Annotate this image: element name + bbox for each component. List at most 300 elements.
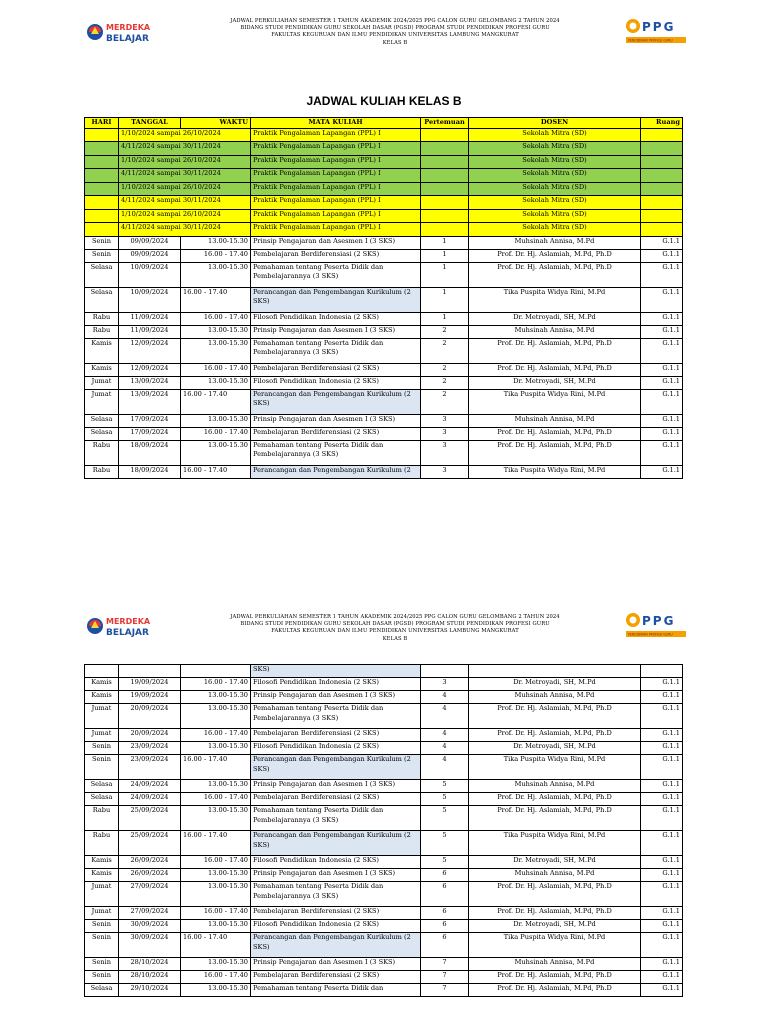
cell-dosen: Dr. Metroyadi, SH, M.Pd bbox=[469, 742, 641, 755]
table-row bbox=[85, 869, 683, 882]
cell-mata-kuliah: Pemahaman tentang Peserta Didik dan Pembelajarannya (3 SKS) bbox=[251, 262, 421, 287]
cell-tanggal: 11/09/2024 bbox=[119, 325, 181, 338]
cell-ruang: G.1.1 bbox=[641, 691, 683, 704]
table-row bbox=[85, 958, 683, 971]
table-row bbox=[85, 755, 683, 780]
cell-waktu: 16.00 - 17.40 bbox=[181, 678, 251, 691]
cell-dosen: Tika Puspita Widya Rini, M.Pd bbox=[469, 287, 641, 312]
cell-pertemuan: 6 bbox=[421, 869, 469, 882]
cell-hari: Senin bbox=[85, 933, 119, 958]
cell-dosen: Prof. Dr. Hj. Aslamiah, M.Pd, Ph.D bbox=[469, 440, 641, 465]
cell-tanggal bbox=[119, 665, 181, 678]
cell-mata-kuliah: Prinsip Pengajaran dan Asesmen I (3 SKS) bbox=[251, 780, 421, 793]
svg-text:PENDIDIKAN PROFESI GURU: PENDIDIKAN PROFESI GURU bbox=[628, 38, 673, 43]
cell-waktu: 16.00 - 17.40 bbox=[181, 312, 251, 325]
cell-mata-kuliah: Filosofi Pendidikan Indonesia (2 SKS) bbox=[251, 742, 421, 755]
cell-hari: Jumat bbox=[85, 882, 119, 907]
column-header: HARI bbox=[85, 118, 119, 129]
cell-waktu: 16.00 - 17.40 bbox=[181, 831, 251, 856]
column-header: WAKTU bbox=[181, 118, 251, 129]
cell-waktu: 13.00-15.30 bbox=[181, 338, 251, 363]
header-line: KELAS B bbox=[382, 635, 408, 642]
cell-dosen: Prof. Dr. Hj. Aslamiah, M.Pd, Ph.D bbox=[469, 793, 641, 806]
schedule-table-continued bbox=[84, 664, 683, 997]
cell-tanggal: 28/10/2024 bbox=[119, 971, 181, 984]
cell-ruang: G.1.1 bbox=[641, 869, 683, 882]
table-row bbox=[85, 704, 683, 729]
cell-tanggal: 10/09/2024 bbox=[119, 262, 181, 287]
cell-tanggal: 29/10/2024 bbox=[119, 984, 181, 997]
cell-dosen: Prof. Dr. Hj. Aslamiah, M.Pd, Ph.D bbox=[469, 907, 641, 920]
cell-ruang: G.1.1 bbox=[641, 427, 683, 440]
page-title: JADWAL KULIAH KELAS B bbox=[306, 94, 462, 108]
cell-mata-kuliah: Pemahaman tentang Peserta Didik dan Pembelajarannya (3 SKS) bbox=[251, 806, 421, 831]
cell-tanggal: 10/09/2024 bbox=[119, 287, 181, 312]
cell-tanggal: 23/09/2024 bbox=[119, 742, 181, 755]
cell-ruang: G.1.1 bbox=[641, 729, 683, 742]
cell-pertemuan bbox=[421, 169, 469, 183]
cell-mata-kuliah: Pembelajaran Berdiferensiasi (2 SKS) bbox=[251, 793, 421, 806]
column-header: TANGGAL bbox=[119, 118, 181, 129]
document-page-2 bbox=[0, 590, 768, 1024]
cell-mata-kuliah: Filosofi Pendidikan Indonesia (2 SKS) bbox=[251, 312, 421, 325]
cell-pertemuan: 5 bbox=[421, 856, 469, 869]
cell-ruang bbox=[641, 128, 683, 142]
cell-hari bbox=[85, 128, 119, 142]
cell-dosen: Prof. Dr. Hj. Aslamiah, M.Pd, Ph.D bbox=[469, 984, 641, 997]
cell-ruang: G.1.1 bbox=[641, 236, 683, 249]
cell-pertemuan bbox=[421, 128, 469, 142]
cell-mata-kuliah: Pemahaman tentang Peserta Didik dan Pembelajarannya (3 SKS) bbox=[251, 440, 421, 465]
table-row bbox=[85, 793, 683, 806]
cell-waktu: 16.00 - 17.40 bbox=[181, 249, 251, 262]
cell-pertemuan: 3 bbox=[421, 440, 469, 465]
table-row bbox=[85, 325, 683, 338]
cell-mata-kuliah: Pembelajaran Berdiferensiasi (2 SKS) bbox=[251, 907, 421, 920]
cell-dosen: Prof. Dr. Hj. Aslamiah, M.Pd, Ph.D bbox=[469, 729, 641, 742]
cell-waktu: 16.00 - 17.40 bbox=[181, 856, 251, 869]
cell-pertemuan bbox=[421, 209, 469, 223]
cell-mata-kuliah: Filosofi Pendidikan Indonesia (2 SKS) bbox=[251, 920, 421, 933]
cell-mata-kuliah: Praktik Pengalaman Lapangan (PPL) I bbox=[251, 209, 421, 223]
cell-tanggal: 25/09/2024 bbox=[119, 831, 181, 856]
cell-tanggal: 09/09/2024 bbox=[119, 236, 181, 249]
cell-mata-kuliah: Praktik Pengalaman Lapangan (PPL) I bbox=[251, 223, 421, 237]
cell-pertemuan: 5 bbox=[421, 806, 469, 831]
cell-pertemuan: 5 bbox=[421, 793, 469, 806]
cell-pertemuan: 2 bbox=[421, 325, 469, 338]
cell-pertemuan: 1 bbox=[421, 262, 469, 287]
cell-ruang: G.1.1 bbox=[641, 389, 683, 414]
cell-tanggal: 30/09/2024 bbox=[119, 933, 181, 958]
cell-mata-kuliah: Praktik Pengalaman Lapangan (PPL) I bbox=[251, 142, 421, 156]
table-row bbox=[85, 691, 683, 704]
cell-dosen: Prof. Dr. Hj. Aslamiah, M.Pd, Ph.D bbox=[469, 704, 641, 729]
cell-waktu: 16.00 - 17.40 bbox=[181, 793, 251, 806]
cell-tanggal: 4/11/2024 sampai 30/11/2024 bbox=[119, 223, 251, 237]
cell-tanggal: 28/10/2024 bbox=[119, 958, 181, 971]
cell-ruang: G.1.1 bbox=[641, 780, 683, 793]
table-row bbox=[85, 363, 683, 376]
cell-pertemuan: 5 bbox=[421, 780, 469, 793]
cell-waktu: 16.00 - 17.40 bbox=[181, 465, 251, 478]
cell-tanggal: 1/10/2024 sampai 26/10/2024 bbox=[119, 182, 251, 196]
cell-hari: Senin bbox=[85, 958, 119, 971]
cell-hari: Selasa bbox=[85, 414, 119, 427]
cell-ruang bbox=[641, 223, 683, 237]
cell-tanggal: 1/10/2024 sampai 26/10/2024 bbox=[119, 155, 251, 169]
cell-mata-kuliah: Pembelajaran Berdiferensiasi (2 SKS) bbox=[251, 971, 421, 984]
cell-pertemuan bbox=[421, 182, 469, 196]
cell-hari: Selasa bbox=[85, 793, 119, 806]
cell-ruang: G.1.1 bbox=[641, 363, 683, 376]
cell-mata-kuliah: Praktik Pengalaman Lapangan (PPL) I bbox=[251, 182, 421, 196]
table-row-ppl bbox=[85, 142, 683, 156]
cell-hari: Selasa bbox=[85, 287, 119, 312]
cell-mata-kuliah: SKS) bbox=[251, 665, 421, 678]
cell-dosen: Tika Puspita Widya Rini, M.Pd bbox=[469, 933, 641, 958]
cell-tanggal: 20/09/2024 bbox=[119, 729, 181, 742]
cell-tanggal: 17/09/2024 bbox=[119, 414, 181, 427]
cell-ruang: G.1.1 bbox=[641, 465, 683, 478]
svg-text:BELAJAR: BELAJAR bbox=[106, 628, 149, 638]
cell-hari: Senin bbox=[85, 236, 119, 249]
table-row bbox=[85, 389, 683, 414]
cell-waktu: 13.00-15.30 bbox=[181, 440, 251, 465]
column-header: Ruang bbox=[641, 118, 683, 129]
cell-pertemuan: 6 bbox=[421, 907, 469, 920]
cell-hari bbox=[85, 155, 119, 169]
cell-dosen: Sekolah Mitra (SD) bbox=[469, 128, 641, 142]
table-row bbox=[85, 971, 683, 984]
cell-mata-kuliah: Praktik Pengalaman Lapangan (PPL) I bbox=[251, 155, 421, 169]
table-row bbox=[85, 933, 683, 958]
svg-text:MERDEKA: MERDEKA bbox=[106, 23, 150, 32]
cell-ruang: G.1.1 bbox=[641, 704, 683, 729]
cell-ruang bbox=[641, 665, 683, 678]
cell-pertemuan: 2 bbox=[421, 376, 469, 389]
table-row bbox=[85, 414, 683, 427]
cell-hari: Kamis bbox=[85, 691, 119, 704]
merdeka-belajar-logo bbox=[86, 18, 150, 46]
cell-ruang: G.1.1 bbox=[641, 793, 683, 806]
cell-tanggal: 26/09/2024 bbox=[119, 856, 181, 869]
table-row bbox=[85, 376, 683, 389]
table-row bbox=[85, 984, 683, 997]
cell-ruang: G.1.1 bbox=[641, 376, 683, 389]
cell-waktu: 13.00-15.30 bbox=[181, 236, 251, 249]
cell-waktu: 16.00 - 17.40 bbox=[181, 287, 251, 312]
cell-hari: Jumat bbox=[85, 389, 119, 414]
cell-hari: Senin bbox=[85, 742, 119, 755]
cell-mata-kuliah: Pemahaman tentang Peserta Didik dan bbox=[251, 984, 421, 997]
cell-mata-kuliah: Prinsip Pengajaran dan Asesmen I (3 SKS) bbox=[251, 325, 421, 338]
table-row bbox=[85, 236, 683, 249]
cell-mata-kuliah: Perancangan dan Pengembangan Kurikulum (2 SKS) bbox=[251, 755, 421, 780]
table-row bbox=[85, 465, 683, 478]
cell-hari: Senin bbox=[85, 971, 119, 984]
cell-dosen: Dr. Metroyadi, SH, M.Pd bbox=[469, 376, 641, 389]
table-row bbox=[85, 882, 683, 907]
table-row-ppl bbox=[85, 209, 683, 223]
table-header-row bbox=[85, 118, 683, 129]
cell-mata-kuliah: Perancangan dan Pengembangan Kurikulum (2 bbox=[251, 465, 421, 478]
cell-dosen: Muhsinah Annisa, M.Pd bbox=[469, 691, 641, 704]
cell-waktu: 13.00-15.30 bbox=[181, 414, 251, 427]
cell-tanggal: 11/09/2024 bbox=[119, 312, 181, 325]
cell-mata-kuliah: Pemahaman tentang Peserta Didik dan Pembelajarannya (3 SKS) bbox=[251, 704, 421, 729]
cell-tanggal: 13/09/2024 bbox=[119, 376, 181, 389]
table-row bbox=[85, 856, 683, 869]
cell-ruang: G.1.1 bbox=[641, 678, 683, 691]
cell-hari bbox=[85, 223, 119, 237]
cell-pertemuan: 1 bbox=[421, 312, 469, 325]
cell-waktu: 13.00-15.30 bbox=[181, 704, 251, 729]
cell-tanggal: 09/09/2024 bbox=[119, 249, 181, 262]
svg-text:PPG: PPG bbox=[642, 20, 676, 34]
cell-dosen: Sekolah Mitra (SD) bbox=[469, 223, 641, 237]
cell-ruang: G.1.1 bbox=[641, 755, 683, 780]
cell-mata-kuliah: Pembelajaran Berdiferensiasi (2 SKS) bbox=[251, 363, 421, 376]
svg-text:PPG: PPG bbox=[642, 614, 676, 628]
cell-pertemuan: 3 bbox=[421, 678, 469, 691]
cell-ruang: G.1.1 bbox=[641, 249, 683, 262]
cell-hari: Senin bbox=[85, 249, 119, 262]
cell-dosen: Sekolah Mitra (SD) bbox=[469, 182, 641, 196]
cell-tanggal: 23/09/2024 bbox=[119, 755, 181, 780]
cell-pertemuan: 7 bbox=[421, 958, 469, 971]
cell-waktu: 16.00 - 17.40 bbox=[181, 971, 251, 984]
cell-mata-kuliah: Perancangan dan Pengembangan Kurikulum (2 SKS) bbox=[251, 831, 421, 856]
cell-mata-kuliah: Prinsip Pengajaran dan Asesmen I (3 SKS) bbox=[251, 958, 421, 971]
document-header bbox=[200, 18, 590, 47]
cell-tanggal: 26/09/2024 bbox=[119, 869, 181, 882]
header-line: JADWAL PERKULIAHAN SEMESTER 1 TAHUN AKADEMIK 2024/2025 PPG CALON GURU GELOMBANG 2 TAHUN 2024 bbox=[230, 614, 560, 620]
cell-ruang: G.1.1 bbox=[641, 907, 683, 920]
cell-ruang: G.1.1 bbox=[641, 831, 683, 856]
table-row bbox=[85, 665, 683, 678]
cell-mata-kuliah: Pembelajaran Berdiferensiasi (2 SKS) bbox=[251, 427, 421, 440]
cell-hari: Kamis bbox=[85, 338, 119, 363]
cell-waktu: 13.00-15.30 bbox=[181, 882, 251, 907]
cell-waktu bbox=[181, 665, 251, 678]
cell-dosen: Prof. Dr. Hj. Aslamiah, M.Pd, Ph.D bbox=[469, 338, 641, 363]
cell-waktu: 13.00-15.30 bbox=[181, 920, 251, 933]
cell-pertemuan: 4 bbox=[421, 691, 469, 704]
cell-dosen: Tika Puspita Widya Rini, M.Pd bbox=[469, 755, 641, 780]
cell-waktu: 13.00-15.30 bbox=[181, 780, 251, 793]
cell-dosen: Muhsinah Annisa, M.Pd bbox=[469, 780, 641, 793]
table-row-ppl bbox=[85, 182, 683, 196]
cell-waktu: 13.00-15.30 bbox=[181, 984, 251, 997]
cell-dosen: Dr. Metroyadi, SH, M.Pd bbox=[469, 856, 641, 869]
cell-mata-kuliah: Perancangan dan Pengembangan Kurikulum (2 SKS) bbox=[251, 287, 421, 312]
cell-ruang: G.1.1 bbox=[641, 958, 683, 971]
column-header: DOSEN bbox=[469, 118, 641, 129]
cell-ruang: G.1.1 bbox=[641, 312, 683, 325]
cell-hari bbox=[85, 196, 119, 210]
cell-ruang: G.1.1 bbox=[641, 971, 683, 984]
table-row bbox=[85, 440, 683, 465]
table-row bbox=[85, 427, 683, 440]
table-row bbox=[85, 920, 683, 933]
cell-waktu: 16.00 - 17.40 bbox=[181, 389, 251, 414]
cell-pertemuan: 5 bbox=[421, 831, 469, 856]
cell-dosen: Dr. Metroyadi, SH, M.Pd bbox=[469, 312, 641, 325]
cell-pertemuan: 1 bbox=[421, 287, 469, 312]
header-line: FAKULTAS KEGURUAN DAN ILMU PENDIDIKAN UNIVERSITAS LAMBUNG MANGKURAT bbox=[271, 32, 519, 39]
cell-waktu: 16.00 - 17.40 bbox=[181, 363, 251, 376]
cell-ruang: G.1.1 bbox=[641, 933, 683, 958]
cell-mata-kuliah: Prinsip Pengajaran dan Asesmen I (3 SKS) bbox=[251, 414, 421, 427]
cell-dosen: Muhsinah Annisa, M.Pd bbox=[469, 414, 641, 427]
cell-mata-kuliah: Filosofi Pendidikan Indonesia (2 SKS) bbox=[251, 856, 421, 869]
cell-pertemuan: 7 bbox=[421, 971, 469, 984]
svg-text:MERDEKA: MERDEKA bbox=[106, 617, 150, 626]
cell-tanggal: 12/09/2024 bbox=[119, 363, 181, 376]
cell-hari: Jumat bbox=[85, 907, 119, 920]
schedule-table bbox=[84, 117, 683, 479]
header-line: BIDANG STUDI PENDIDIKAN GURU SEKOLAH DASAR (PGSD) PROGRAM STUDI PENDIDIKAN PROFESI GURU bbox=[240, 621, 550, 628]
table-row bbox=[85, 262, 683, 287]
cell-waktu: 13.00-15.30 bbox=[181, 691, 251, 704]
cell-tanggal: 1/10/2024 sampai 26/10/2024 bbox=[119, 128, 251, 142]
cell-pertemuan: 1 bbox=[421, 249, 469, 262]
cell-dosen: Prof. Dr. Hj. Aslamiah, M.Pd, Ph.D bbox=[469, 971, 641, 984]
cell-ruang bbox=[641, 209, 683, 223]
cell-hari bbox=[85, 142, 119, 156]
cell-hari: Selasa bbox=[85, 262, 119, 287]
cell-hari: Rabu bbox=[85, 465, 119, 478]
table-row-ppl bbox=[85, 169, 683, 183]
header-line: BIDANG STUDI PENDIDIKAN GURU SEKOLAH DASAR (PGSD) PROGRAM STUDI PENDIDIKAN PROFESI GURU bbox=[240, 25, 550, 32]
table-row-ppl bbox=[85, 223, 683, 237]
cell-ruang: G.1.1 bbox=[641, 287, 683, 312]
table-row bbox=[85, 287, 683, 312]
cell-ruang: G.1.1 bbox=[641, 984, 683, 997]
cell-dosen: Muhsinah Annisa, M.Pd bbox=[469, 869, 641, 882]
cell-mata-kuliah: Filosofi Pendidikan Indonesia (2 SKS) bbox=[251, 678, 421, 691]
cell-hari: Jumat bbox=[85, 704, 119, 729]
cell-waktu: 16.00 - 17.40 bbox=[181, 427, 251, 440]
cell-pertemuan: 6 bbox=[421, 882, 469, 907]
cell-waktu: 13.00-15.30 bbox=[181, 958, 251, 971]
cell-tanggal: 4/11/2024 sampai 30/11/2024 bbox=[119, 142, 251, 156]
cell-ruang: G.1.1 bbox=[641, 882, 683, 907]
cell-hari bbox=[85, 169, 119, 183]
cell-dosen: Dr. Metroyadi, SH, M.Pd bbox=[469, 678, 641, 691]
cell-mata-kuliah: Filosofi Pendidikan Indonesia (2 SKS) bbox=[251, 376, 421, 389]
cell-ruang: G.1.1 bbox=[641, 806, 683, 831]
header-line: JADWAL PERKULIAHAN SEMESTER 1 TAHUN AKADEMIK 2024/2025 PPG CALON GURU GELOMBANG 2 TAHUN 2024 bbox=[230, 18, 560, 24]
cell-pertemuan: 3 bbox=[421, 427, 469, 440]
cell-dosen: Sekolah Mitra (SD) bbox=[469, 169, 641, 183]
table-row-ppl bbox=[85, 196, 683, 210]
cell-waktu: 16.00 - 17.40 bbox=[181, 729, 251, 742]
cell-tanggal: 24/09/2024 bbox=[119, 793, 181, 806]
cell-dosen: Prof. Dr. Hj. Aslamiah, M.Pd, Ph.D bbox=[469, 363, 641, 376]
cell-hari: Senin bbox=[85, 755, 119, 780]
cell-hari: Rabu bbox=[85, 325, 119, 338]
cell-pertemuan: 2 bbox=[421, 389, 469, 414]
cell-dosen: Prof. Dr. Hj. Aslamiah, M.Pd, Ph.D bbox=[469, 806, 641, 831]
cell-tanggal: 30/09/2024 bbox=[119, 920, 181, 933]
cell-hari: Selasa bbox=[85, 984, 119, 997]
cell-hari: Rabu bbox=[85, 831, 119, 856]
svg-text:BELAJAR: BELAJAR bbox=[106, 34, 149, 44]
cell-dosen: Tika Puspita Widya Rini, M.Pd bbox=[469, 389, 641, 414]
cell-tanggal: 4/11/2024 sampai 30/11/2024 bbox=[119, 196, 251, 210]
cell-mata-kuliah: Pembelajaran Berdiferensiasi (2 SKS) bbox=[251, 729, 421, 742]
cell-mata-kuliah: Perancangan dan Pengembangan Kurikulum (2 SKS) bbox=[251, 389, 421, 414]
cell-dosen: Muhsinah Annisa, M.Pd bbox=[469, 958, 641, 971]
cell-hari: Jumat bbox=[85, 729, 119, 742]
cell-ruang: G.1.1 bbox=[641, 414, 683, 427]
cell-tanggal: 19/09/2024 bbox=[119, 678, 181, 691]
cell-mata-kuliah: Pemahaman tentang Peserta Didik dan Pembelajarannya (3 SKS) bbox=[251, 882, 421, 907]
cell-ruang: G.1.1 bbox=[641, 325, 683, 338]
column-header: MATA KULIAH bbox=[251, 118, 421, 129]
ppg-logo bbox=[624, 608, 688, 640]
cell-ruang bbox=[641, 169, 683, 183]
cell-pertemuan: 1 bbox=[421, 236, 469, 249]
cell-pertemuan: 4 bbox=[421, 704, 469, 729]
cell-hari: Selasa bbox=[85, 427, 119, 440]
cell-mata-kuliah: Prinsip Pengajaran dan Asesmen I (3 SKS) bbox=[251, 236, 421, 249]
cell-ruang: G.1.1 bbox=[641, 856, 683, 869]
cell-tanggal: 4/11/2024 sampai 30/11/2024 bbox=[119, 169, 251, 183]
cell-hari: Rabu bbox=[85, 440, 119, 465]
header-line: FAKULTAS KEGURUAN DAN ILMU PENDIDIKAN UNIVERSITAS LAMBUNG MANGKURAT bbox=[271, 628, 519, 635]
cell-tanggal: 27/09/2024 bbox=[119, 907, 181, 920]
cell-dosen: Tika Puspita Widya Rini, M.Pd bbox=[469, 831, 641, 856]
cell-waktu: 13.00-15.30 bbox=[181, 325, 251, 338]
cell-hari: Rabu bbox=[85, 312, 119, 325]
cell-dosen: Sekolah Mitra (SD) bbox=[469, 209, 641, 223]
cell-ruang bbox=[641, 155, 683, 169]
cell-dosen bbox=[469, 665, 641, 678]
cell-dosen: Prof. Dr. Hj. Aslamiah, M.Pd, Ph.D bbox=[469, 249, 641, 262]
cell-ruang: G.1.1 bbox=[641, 262, 683, 287]
cell-pertemuan: 4 bbox=[421, 755, 469, 780]
cell-dosen: Muhsinah Annisa, M.Pd bbox=[469, 325, 641, 338]
table-row bbox=[85, 907, 683, 920]
cell-mata-kuliah: Prinsip Pengajaran dan Asesmen I (3 SKS) bbox=[251, 869, 421, 882]
cell-tanggal: 27/09/2024 bbox=[119, 882, 181, 907]
table-row bbox=[85, 729, 683, 742]
cell-ruang: G.1.1 bbox=[641, 742, 683, 755]
cell-dosen: Prof. Dr. Hj. Aslamiah, M.Pd, Ph.D bbox=[469, 427, 641, 440]
document-header bbox=[200, 614, 590, 643]
cell-dosen: Prof. Dr. Hj. Aslamiah, M.Pd, Ph.D bbox=[469, 262, 641, 287]
cell-waktu: 16.00 - 17.40 bbox=[181, 933, 251, 958]
cell-waktu: 13.00-15.30 bbox=[181, 262, 251, 287]
cell-waktu: 13.00-15.30 bbox=[181, 376, 251, 389]
cell-pertemuan bbox=[421, 142, 469, 156]
cell-waktu: 13.00-15.30 bbox=[181, 806, 251, 831]
cell-hari: Jumat bbox=[85, 376, 119, 389]
table-row bbox=[85, 312, 683, 325]
cell-pertemuan: 7 bbox=[421, 984, 469, 997]
cell-pertemuan bbox=[421, 155, 469, 169]
cell-dosen: Sekolah Mitra (SD) bbox=[469, 196, 641, 210]
cell-ruang bbox=[641, 196, 683, 210]
cell-pertemuan bbox=[421, 223, 469, 237]
cell-ruang: G.1.1 bbox=[641, 920, 683, 933]
table-row bbox=[85, 742, 683, 755]
cell-mata-kuliah: Prinsip Pengajaran dan Asesmen I (3 SKS) bbox=[251, 691, 421, 704]
cell-dosen: Tika Puspita Widya Rini, M.Pd bbox=[469, 465, 641, 478]
